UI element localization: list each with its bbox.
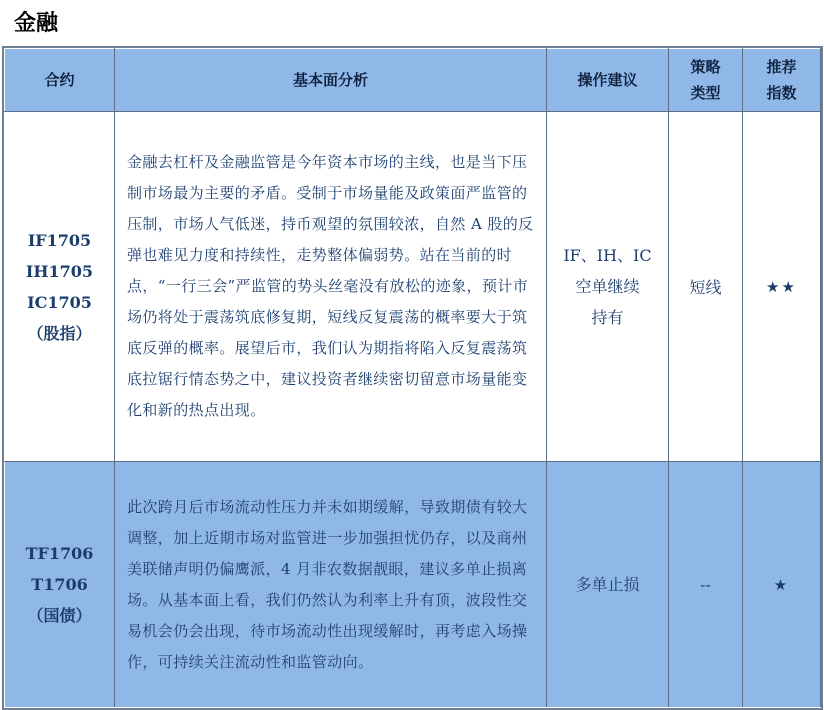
header-strategy-type: 策略 类型 — [669, 49, 743, 112]
strategy-type-cell: -- — [669, 462, 743, 708]
analysis-cell: 此次跨月后市场流动性压力并未如期缓解，导致期债有较大调整，加上近期市场对监管进一步加强担忧仍存，以及商州美联储声明仍偏鹰派，4 月非农数据靓眼，建议多单止损离场。从基本面上看，我们仍然认为利率上升有顶，波段性交易机会仍会出现，待市场流动性出现缓解时，再考虑入场操作，可持续关注流动性和监管动向。 — [115, 462, 547, 708]
contract-code: IC1705 — [27, 292, 92, 312]
header-contract: 合约 — [5, 49, 115, 112]
contract-code: T1706 — [31, 575, 88, 594]
header-analysis: 基本面分析 — [115, 49, 547, 112]
header-rating: 推荐 指数 — [743, 49, 821, 112]
section-title: 金融 — [14, 11, 59, 36]
contract-code: TF1706 — [25, 544, 94, 563]
contract-category: （股指） — [27, 323, 92, 343]
contract-category: （国债） — [27, 606, 92, 625]
contract-code: IF1705 — [27, 230, 92, 250]
table-row — [5, 112, 821, 462]
table-row — [5, 462, 821, 708]
advice-cell: 多单止损 — [547, 462, 669, 708]
advice-cell: IF、IH、IC 空单继续 持有 — [547, 112, 669, 462]
finance-strategy-table — [4, 48, 821, 708]
strategy-type-cell: 短线 — [669, 112, 743, 462]
contract-cell — [5, 112, 115, 462]
contract-cell — [5, 462, 115, 708]
header-advice: 操作建议 — [547, 49, 669, 112]
rating-stars: ★★ — [743, 112, 821, 462]
analysis-cell: 金融去杠杆及金融监管是今年资本市场的主线，也是当下压制市场最为主要的矛盾。受制于市场量能及政策面严监管的压制，市场人气低迷，持币观望的氛围较浓，自然 A 股的反弹也难见力度和持续性，走势整体偏弱势。站在当前的时点，“一行三会”严监管的势头丝毫没有放松的迹象，预计市场仍将处于震荡筑底修复期，短线反复震荡的概率要大于筑底反弹的概率。展望后市，我们认为期指将陷入反复震荡筑底拉锯行情态势之中，建议投资者继续密切留意市场量能变化和新的热点出现。 — [115, 112, 547, 462]
table-header-row — [5, 49, 821, 112]
rating-stars: ★ — [743, 462, 821, 708]
contract-code: IH1705 — [25, 261, 94, 281]
